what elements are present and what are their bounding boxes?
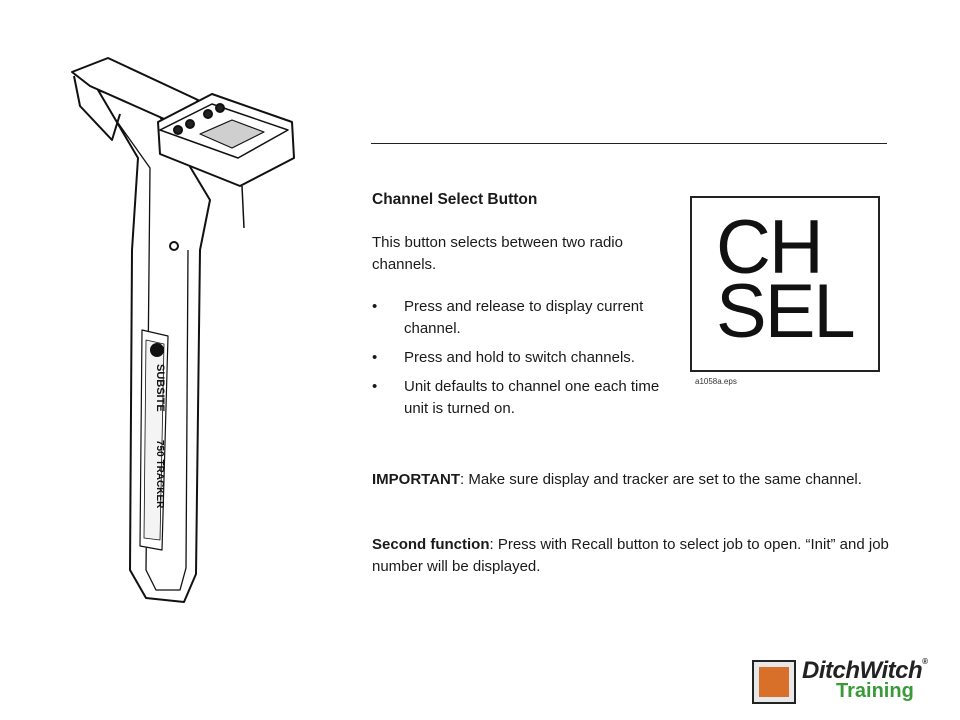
tracker-device-illustration (60, 50, 320, 610)
second-function-text: : Press with Recall button to select job to open. “Init” and job number will be displayed. (372, 536, 889, 575)
logo-brand-name: DitchWitch® (802, 657, 928, 684)
second-function-note (372, 534, 892, 578)
chsel-label (716, 205, 854, 354)
device-brand-label: SUBSITE (154, 364, 166, 412)
section-heading: Channel Select Button (372, 191, 538, 208)
important-note (372, 469, 892, 491)
bullet-glyph: • (372, 349, 378, 366)
bullet-glyph: • (372, 298, 378, 315)
ditchwitch-training-logo (752, 657, 944, 704)
list-item (372, 376, 672, 420)
bullet-text: Press and release to display current channel. (404, 298, 644, 337)
ditchwitch-logo-icon (752, 660, 796, 704)
figure-caption: a1058a.eps (695, 377, 737, 386)
logo-subtitle: Training (836, 680, 914, 702)
intro-text: This button selects between two radio channels. (372, 234, 623, 273)
device-model-label: 750 TRACKER (154, 440, 165, 509)
bullet-text: Press and hold to switch channels. (404, 349, 635, 366)
bullet-glyph: • (372, 378, 378, 395)
bullet-text: Unit defaults to channel one each time unit is turned on. (404, 378, 660, 417)
bullet-list (372, 296, 672, 427)
important-text: : Make sure display and tracker are set to the same channel. (460, 471, 862, 488)
chsel-line2: SEL (716, 269, 854, 354)
list-item (372, 296, 672, 340)
second-function-label: Second function (372, 536, 490, 553)
chsel-button-figure (690, 196, 880, 372)
divider-rule (371, 143, 887, 144)
chsel-line1: CH (716, 205, 822, 290)
list-item (372, 347, 672, 369)
important-label: IMPORTANT (372, 471, 461, 488)
